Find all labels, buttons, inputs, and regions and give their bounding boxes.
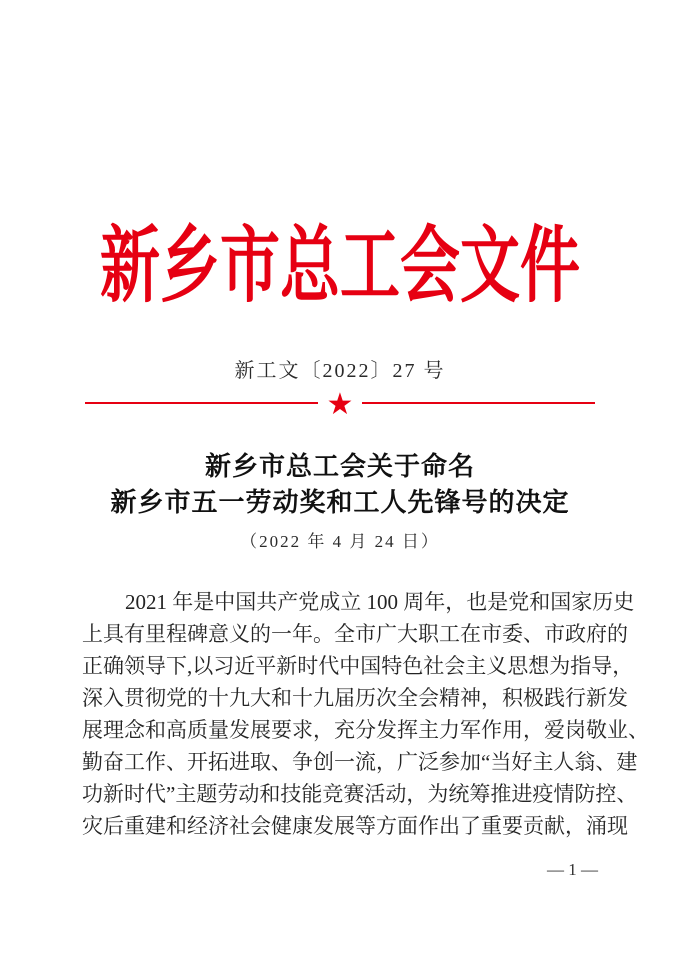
red-divider xyxy=(85,388,595,421)
document-title-line-1: 新乡市总工会关于命名 xyxy=(204,452,475,481)
document-date: （2022 年 4 月 24 日） xyxy=(240,532,440,551)
document-title-line-2: 新乡市五一劳动奖和工人先锋号的决定 xyxy=(110,488,570,517)
body-text-line: 功新时代”主题劳动和技能竞赛活动，为统筹推进疫情防控、 xyxy=(82,782,638,806)
body-text-line: 灾后重建和经济社会健康发展等方面作出了重要贡献，涌现 xyxy=(82,814,628,838)
body-text-line: 展理念和高质量发展要求，充分发挥主力军作用，爱岗敬业、 xyxy=(82,718,649,742)
body-text-line: 勤奋工作、开拓进取、争创一流，广泛参加“当好主人翁、建 xyxy=(82,750,638,774)
body-text-line: 正确领导下,以习近平新时代中国特色社会主义思想为指导， xyxy=(82,654,634,678)
divider-rule-left xyxy=(85,402,318,404)
letterhead-org-title: 新乡市总工会文件 xyxy=(100,220,580,312)
star-icon: ★ xyxy=(326,388,354,421)
body-text-line: 2021 年是中国共产党成立 100 周年，也是党和国家历史 xyxy=(125,590,635,614)
body-paragraph xyxy=(82,586,649,842)
body-text-line: 上具有里程碑意义的一年。全市广大职工在市委、市政府的 xyxy=(82,622,628,646)
body-text-line: 深入贯彻党的十九大和十九届历次全会精神，积极践行新发 xyxy=(82,686,628,710)
divider-rule-right xyxy=(362,402,595,404)
page-number: — 1 — xyxy=(547,860,598,879)
document-title xyxy=(0,449,680,521)
document-number: 新工文〔2022〕27 号 xyxy=(234,360,446,382)
